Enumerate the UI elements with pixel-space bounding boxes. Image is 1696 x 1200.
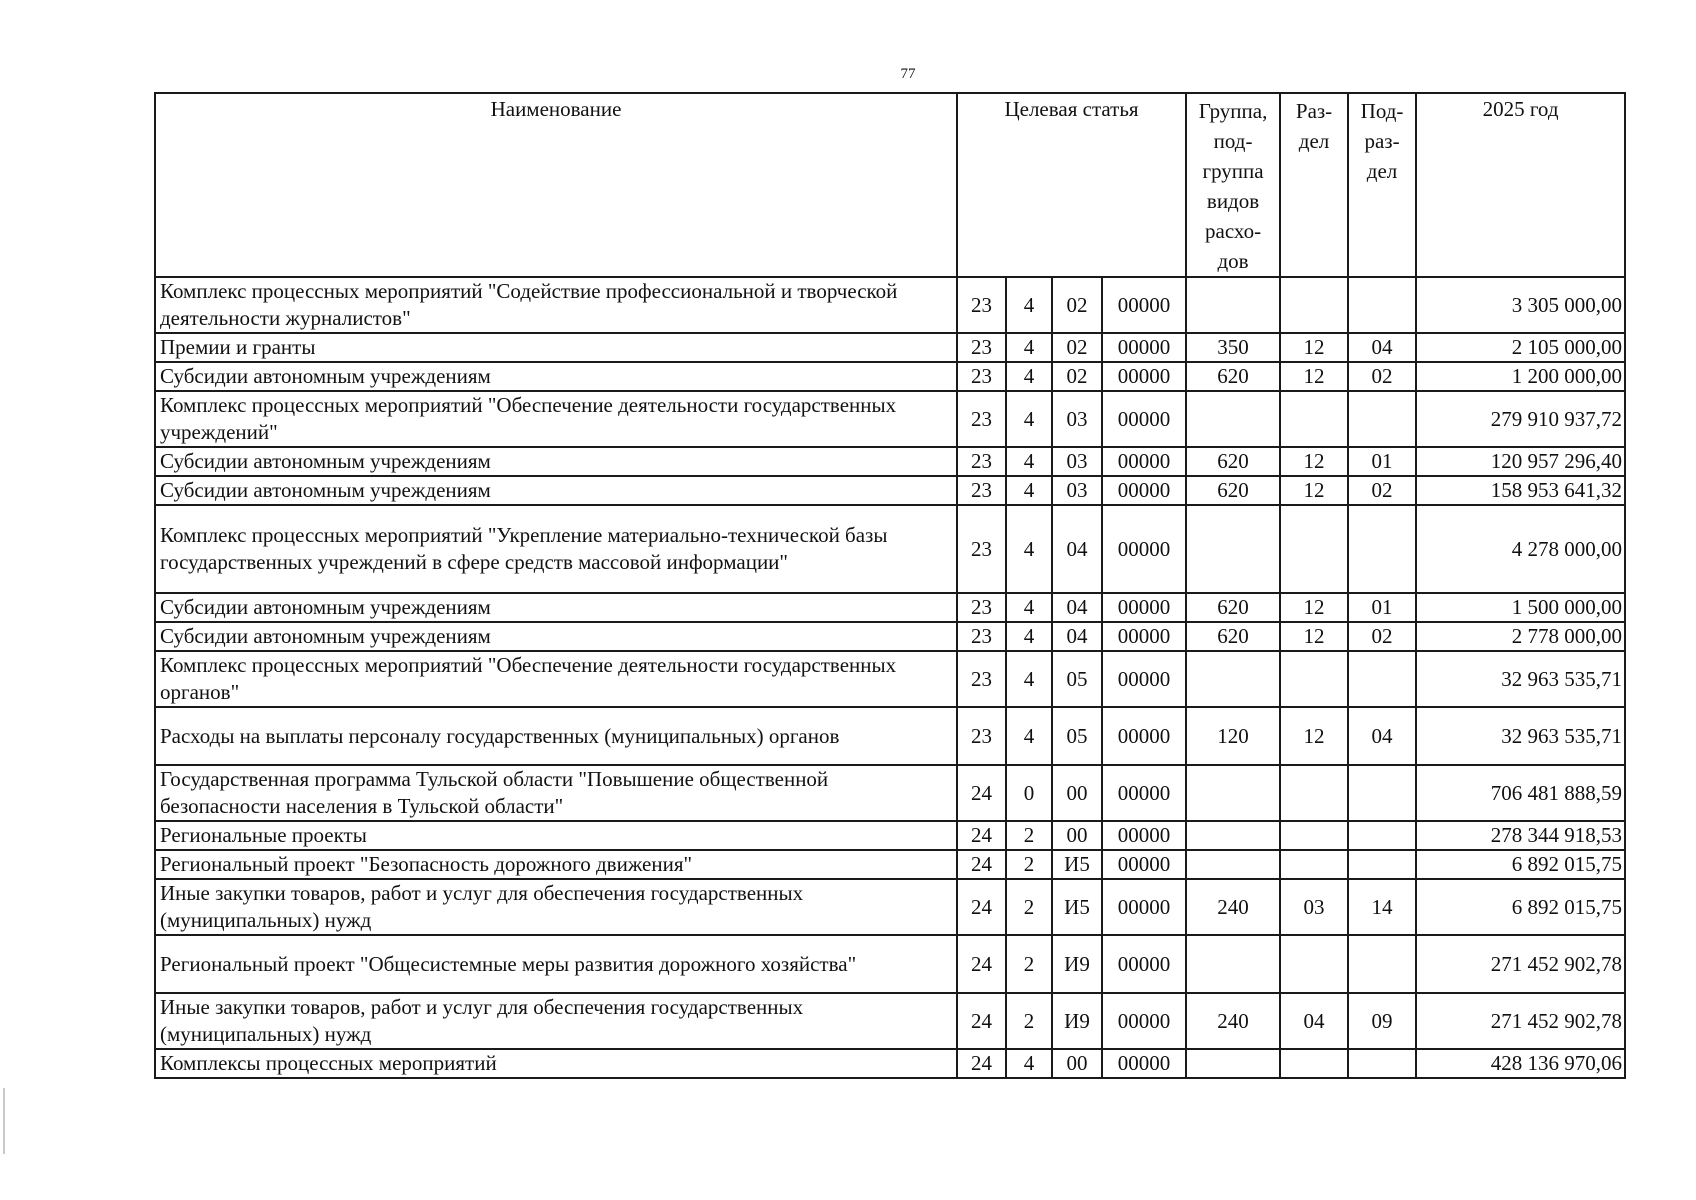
target-code-type: 4 <box>1006 391 1052 447</box>
target-code-program: 24 <box>957 821 1006 850</box>
table-row <box>155 391 1625 447</box>
amount-cell: 6 892 015,75 <box>1416 850 1625 879</box>
target-code-item: 00 <box>1052 765 1102 821</box>
target-code-item: И9 <box>1052 935 1102 993</box>
subsection-cell: 04 <box>1348 333 1416 362</box>
target-code-program: 23 <box>957 593 1006 622</box>
row-name: Субсидии автономным учреждениям <box>155 622 957 651</box>
table-header-row <box>155 93 1625 277</box>
amount-cell: 32 963 535,71 <box>1416 651 1625 707</box>
subsection-cell <box>1348 935 1416 993</box>
table-row <box>155 707 1625 765</box>
subsection-cell <box>1348 391 1416 447</box>
row-name: Комплекс процессных мероприятий "Обеспечение деятельности государственных учреждений" <box>155 391 957 447</box>
table-row <box>155 821 1625 850</box>
target-code-direction: 00000 <box>1102 765 1186 821</box>
row-name: Субсидии автономным учреждениям <box>155 447 957 476</box>
row-name: Государственная программа Тульской области "Повышение общественной безопасности населения в Тульской области" <box>155 765 957 821</box>
section-cell: 12 <box>1280 333 1348 362</box>
target-code-item: 04 <box>1052 622 1102 651</box>
row-name: Субсидии автономным учреждениям <box>155 362 957 391</box>
table-row <box>155 651 1625 707</box>
section-cell: 04 <box>1280 993 1348 1049</box>
header-expense-group: Группа, под- группа видов расхо- дов <box>1186 93 1280 277</box>
target-code-program: 24 <box>957 993 1006 1049</box>
expense-group-cell: 240 <box>1186 993 1280 1049</box>
expense-group-cell <box>1186 1049 1280 1078</box>
target-code-item: 02 <box>1052 333 1102 362</box>
target-code-type: 2 <box>1006 821 1052 850</box>
table-row <box>155 333 1625 362</box>
target-code-type: 4 <box>1006 333 1052 362</box>
subsection-cell: 14 <box>1348 879 1416 935</box>
target-code-item: 03 <box>1052 447 1102 476</box>
section-cell <box>1280 277 1348 333</box>
target-code-program: 23 <box>957 622 1006 651</box>
target-code-program: 24 <box>957 879 1006 935</box>
table-body <box>155 277 1625 1078</box>
target-code-item: И9 <box>1052 993 1102 1049</box>
expense-group-cell: 620 <box>1186 622 1280 651</box>
table-row <box>155 447 1625 476</box>
section-cell: 03 <box>1280 879 1348 935</box>
target-code-program: 23 <box>957 277 1006 333</box>
target-code-type: 2 <box>1006 935 1052 993</box>
table-row <box>155 935 1625 993</box>
amount-cell: 428 136 970,06 <box>1416 1049 1625 1078</box>
target-code-program: 23 <box>957 362 1006 391</box>
target-code-type: 4 <box>1006 651 1052 707</box>
row-name: Комплекс процессных мероприятий "Содействие профессиональной и творческой деятельности журналистов" <box>155 277 957 333</box>
target-code-item: 03 <box>1052 476 1102 505</box>
subsection-cell: 02 <box>1348 476 1416 505</box>
subsection-cell <box>1348 505 1416 593</box>
section-cell <box>1280 505 1348 593</box>
amount-cell: 158 953 641,32 <box>1416 476 1625 505</box>
target-code-direction: 00000 <box>1102 391 1186 447</box>
target-code-direction: 00000 <box>1102 935 1186 993</box>
section-cell: 12 <box>1280 362 1348 391</box>
target-code-program: 23 <box>957 505 1006 593</box>
section-cell <box>1280 765 1348 821</box>
target-code-item: 00 <box>1052 1049 1102 1078</box>
amount-cell: 271 452 902,78 <box>1416 993 1625 1049</box>
table-row <box>155 277 1625 333</box>
target-code-program: 24 <box>957 935 1006 993</box>
target-code-program: 23 <box>957 391 1006 447</box>
section-cell: 12 <box>1280 707 1348 765</box>
target-code-type: 2 <box>1006 850 1052 879</box>
target-code-direction: 00000 <box>1102 505 1186 593</box>
row-name: Комплекс процессных мероприятий "Укрепление материально-технической базы государственных учреждений в сфере средств массовой информации" <box>155 505 957 593</box>
target-code-type: 4 <box>1006 1049 1052 1078</box>
table-row <box>155 505 1625 593</box>
target-code-type: 4 <box>1006 476 1052 505</box>
budget-table <box>154 92 1626 1079</box>
target-code-item: 04 <box>1052 593 1102 622</box>
amount-cell: 706 481 888,59 <box>1416 765 1625 821</box>
target-code-direction: 00000 <box>1102 362 1186 391</box>
target-code-type: 2 <box>1006 993 1052 1049</box>
expense-group-cell: 240 <box>1186 879 1280 935</box>
subsection-cell: 04 <box>1348 707 1416 765</box>
row-name: Расходы на выплаты персоналу государственных (муниципальных) органов <box>155 707 957 765</box>
target-code-type: 4 <box>1006 707 1052 765</box>
subsection-cell <box>1348 850 1416 879</box>
expense-group-cell <box>1186 277 1280 333</box>
header-section: Раз- дел <box>1280 93 1348 277</box>
table-row <box>155 476 1625 505</box>
scan-margin-mark <box>3 1088 5 1154</box>
section-cell <box>1280 935 1348 993</box>
expense-group-cell <box>1186 505 1280 593</box>
amount-cell: 6 892 015,75 <box>1416 879 1625 935</box>
row-name: Премии и гранты <box>155 333 957 362</box>
expense-group-cell: 350 <box>1186 333 1280 362</box>
target-code-direction: 00000 <box>1102 476 1186 505</box>
target-code-direction: 00000 <box>1102 1049 1186 1078</box>
target-code-direction: 00000 <box>1102 447 1186 476</box>
target-code-direction: 00000 <box>1102 707 1186 765</box>
amount-cell: 278 344 918,53 <box>1416 821 1625 850</box>
section-cell: 12 <box>1280 476 1348 505</box>
section-cell <box>1280 821 1348 850</box>
amount-cell: 32 963 535,71 <box>1416 707 1625 765</box>
subsection-cell <box>1348 277 1416 333</box>
target-code-direction: 00000 <box>1102 333 1186 362</box>
target-code-item: 02 <box>1052 362 1102 391</box>
table-row <box>155 362 1625 391</box>
target-code-direction: 00000 <box>1102 651 1186 707</box>
amount-cell: 271 452 902,78 <box>1416 935 1625 993</box>
subsection-cell: 01 <box>1348 593 1416 622</box>
expense-group-cell <box>1186 765 1280 821</box>
subsection-cell <box>1348 651 1416 707</box>
expense-group-cell: 620 <box>1186 476 1280 505</box>
section-cell: 12 <box>1280 447 1348 476</box>
expense-group-cell <box>1186 850 1280 879</box>
row-name: Комплекс процессных мероприятий "Обеспечение деятельности государственных органов" <box>155 651 957 707</box>
target-code-item: И5 <box>1052 879 1102 935</box>
subsection-cell <box>1348 1049 1416 1078</box>
subsection-cell <box>1348 765 1416 821</box>
target-code-program: 24 <box>957 765 1006 821</box>
table-row <box>155 993 1625 1049</box>
row-name: Региональный проект "Безопасность дорожного движения" <box>155 850 957 879</box>
row-name: Региональные проекты <box>155 821 957 850</box>
expense-group-cell <box>1186 391 1280 447</box>
target-code-program: 23 <box>957 707 1006 765</box>
target-code-item: И5 <box>1052 850 1102 879</box>
target-code-direction: 00000 <box>1102 879 1186 935</box>
amount-cell: 4 278 000,00 <box>1416 505 1625 593</box>
row-name: Региональный проект "Общесистемные меры развития дорожного хозяйства" <box>155 935 957 993</box>
target-code-type: 4 <box>1006 505 1052 593</box>
section-cell <box>1280 850 1348 879</box>
target-code-type: 0 <box>1006 765 1052 821</box>
header-year: 2025 год <box>1416 93 1625 277</box>
target-code-item: 04 <box>1052 505 1102 593</box>
section-cell <box>1280 651 1348 707</box>
target-code-program: 23 <box>957 333 1006 362</box>
header-name: Наименование <box>155 93 957 277</box>
target-code-direction: 00000 <box>1102 277 1186 333</box>
target-code-item: 02 <box>1052 277 1102 333</box>
section-cell <box>1280 391 1348 447</box>
table-row <box>155 850 1625 879</box>
target-code-program: 24 <box>957 1049 1006 1078</box>
row-name: Комплексы процессных мероприятий <box>155 1049 957 1078</box>
subsection-cell: 09 <box>1348 993 1416 1049</box>
target-code-type: 4 <box>1006 622 1052 651</box>
table-row <box>155 879 1625 935</box>
row-name: Иные закупки товаров, работ и услуг для обеспечения государственных (муниципальных) нужд <box>155 879 957 935</box>
amount-cell: 2 105 000,00 <box>1416 333 1625 362</box>
target-code-direction: 00000 <box>1102 622 1186 651</box>
target-code-program: 23 <box>957 447 1006 476</box>
expense-group-cell <box>1186 935 1280 993</box>
table-row <box>155 1049 1625 1078</box>
target-code-type: 4 <box>1006 447 1052 476</box>
subsection-cell <box>1348 821 1416 850</box>
section-cell: 12 <box>1280 593 1348 622</box>
amount-cell: 120 957 296,40 <box>1416 447 1625 476</box>
expense-group-cell: 620 <box>1186 447 1280 476</box>
target-code-direction: 00000 <box>1102 593 1186 622</box>
target-code-item: 00 <box>1052 821 1102 850</box>
target-code-item: 05 <box>1052 651 1102 707</box>
target-code-direction: 00000 <box>1102 821 1186 850</box>
header-target-article: Целевая статья <box>957 93 1186 277</box>
target-code-type: 4 <box>1006 277 1052 333</box>
row-name: Субсидии автономным учреждениям <box>155 476 957 505</box>
expense-group-cell: 620 <box>1186 362 1280 391</box>
section-cell: 12 <box>1280 622 1348 651</box>
row-name: Иные закупки товаров, работ и услуг для обеспечения государственных (муниципальных) нужд <box>155 993 957 1049</box>
target-code-item: 03 <box>1052 391 1102 447</box>
amount-cell: 3 305 000,00 <box>1416 277 1625 333</box>
table-row <box>155 593 1625 622</box>
page-number: 77 <box>900 66 916 82</box>
target-code-program: 24 <box>957 850 1006 879</box>
subsection-cell: 01 <box>1348 447 1416 476</box>
target-code-direction: 00000 <box>1102 993 1186 1049</box>
section-cell <box>1280 1049 1348 1078</box>
amount-cell: 279 910 937,72 <box>1416 391 1625 447</box>
target-code-item: 05 <box>1052 707 1102 765</box>
header-subsection: Под- раз- дел <box>1348 93 1416 277</box>
expense-group-cell: 120 <box>1186 707 1280 765</box>
row-name: Субсидии автономным учреждениям <box>155 593 957 622</box>
subsection-cell: 02 <box>1348 622 1416 651</box>
subsection-cell: 02 <box>1348 362 1416 391</box>
table-row <box>155 765 1625 821</box>
target-code-program: 23 <box>957 651 1006 707</box>
expense-group-cell <box>1186 821 1280 850</box>
amount-cell: 2 778 000,00 <box>1416 622 1625 651</box>
amount-cell: 1 200 000,00 <box>1416 362 1625 391</box>
amount-cell: 1 500 000,00 <box>1416 593 1625 622</box>
expense-group-cell: 620 <box>1186 593 1280 622</box>
expense-group-cell <box>1186 651 1280 707</box>
target-code-direction: 00000 <box>1102 850 1186 879</box>
target-code-type: 4 <box>1006 362 1052 391</box>
table-row <box>155 622 1625 651</box>
target-code-type: 2 <box>1006 879 1052 935</box>
target-code-program: 23 <box>957 476 1006 505</box>
target-code-type: 4 <box>1006 593 1052 622</box>
